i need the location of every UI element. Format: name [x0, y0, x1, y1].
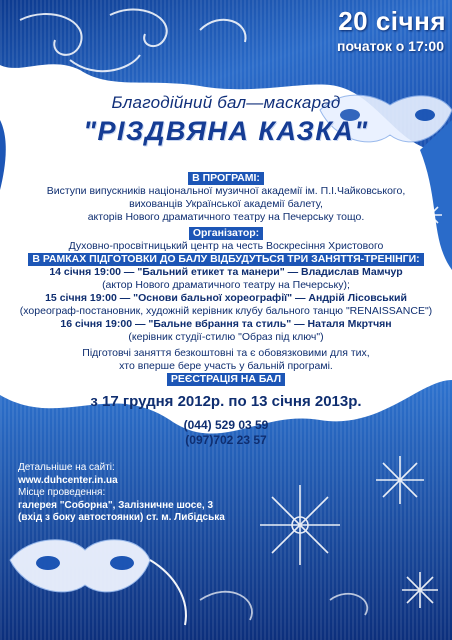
- event-subtitle: Благодійний бал—маскарад: [111, 93, 341, 112]
- training-note: (хореограф-постановник, художній керівник клубу бального танцю "RENAISSANCE"): [19, 305, 433, 317]
- venue-address: галерея "Соборна", Залізничне шосе, 3: [18, 499, 214, 511]
- trainings-heading: В РАМКАХ ПІДГОТОВКИ ДО БАЛУ ВІДБУДУТЬСЯ ТРИ ЗАНЯТТЯ-ТРЕНІНГИ:: [28, 253, 423, 266]
- program-line: акторів Нового драматичного театру на Печерську тощо.: [87, 211, 365, 223]
- free-note: хто вперше бере участь у бальній програмі.: [119, 360, 333, 372]
- registration-heading: РЕЄСТРАЦІЯ НА БАЛ: [167, 373, 285, 386]
- organizer-text: Духовно-просвітницький центр на честь Воскресіння Христового: [68, 240, 384, 252]
- footer-info: [18, 462, 318, 525]
- start-time: початок о 17:00: [337, 38, 444, 54]
- main-content: [0, 172, 452, 448]
- training-line: 16 січня 19:00 — "Бальне вбрання та стиль" — Наталя Мкртчян: [60, 318, 392, 330]
- free-note: Підготовчі заняття безкоштовні та є обовязковими для тих,: [82, 347, 370, 359]
- training-line: 15 січня 19:00 — "Основи бальної хореографії" — Андрій Лісовський: [45, 292, 407, 304]
- organizer-heading: Організатор:: [189, 227, 263, 240]
- program-heading: В ПРОГРАМІ:: [188, 172, 264, 185]
- event-title: "РІЗДВЯНА КАЗКА": [83, 116, 369, 146]
- phone-number: (097)702 23 57: [185, 433, 267, 447]
- website-link[interactable]: www.duhcenter.in.ua: [18, 474, 118, 486]
- registration-dates: з 17 грудня 2012р. по 13 січня 2013р.: [90, 393, 362, 410]
- details-label: Детальніше на сайті:: [18, 462, 115, 473]
- training-note: (актор Нового драматичного театру на Печерську);: [102, 279, 350, 291]
- event-date: 20 січня: [338, 6, 446, 36]
- venue-entrance: (вхід з боку автостоянки) ст. м. Либідська: [18, 512, 225, 523]
- training-note: (керівник студії-стилю "Образ під ключ"): [128, 331, 324, 343]
- phone-number: (044) 529 03 59: [183, 418, 269, 432]
- training-line: 14 січня 19:00 — "Бальний етикет та манери" — Владислав Мамчур: [49, 266, 403, 278]
- program-line: вихованців Української академії балету,: [129, 198, 323, 210]
- venue-label: Місце проведення:: [18, 487, 106, 498]
- program-line: Виступи випускників національної музичної академії ім. П.І.Чайковського,: [46, 185, 406, 197]
